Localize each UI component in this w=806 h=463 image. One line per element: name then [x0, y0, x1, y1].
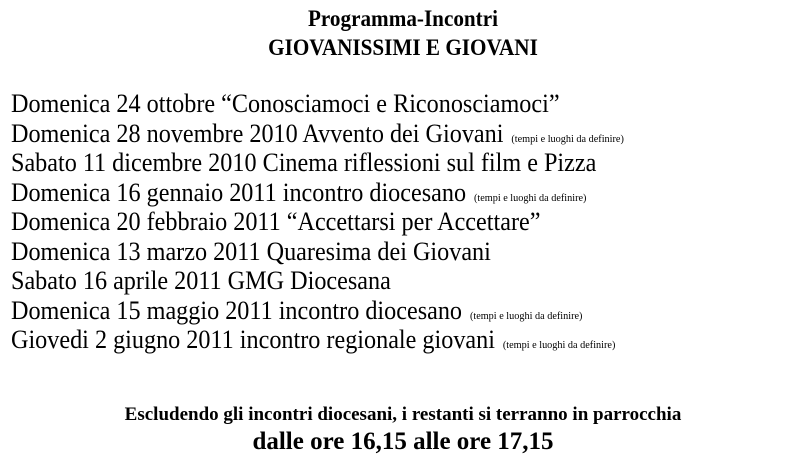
event-text: Sabato 11 dicembre 2010 Cinema riflessioni sul film e Pizza: [11, 148, 597, 177]
footer-time-note: dalle ore 16,15 alle ore 17,15: [252, 428, 554, 455]
event-item-6: [11, 237, 801, 267]
event-text: Domenica 28 novembre 2010 Avvento dei Giovani (tempi e luoghi da definire): [11, 118, 624, 148]
event-text: Sabato 16 aprile 2011 GMG Diocesana: [11, 266, 391, 295]
event-item-3: [11, 148, 801, 178]
event-item-9: [11, 325, 801, 355]
footer-notice: [0, 402, 806, 457]
event-item-1: [11, 89, 801, 119]
event-text: Domenica 24 ottobre “Conosciamoci e Riconosciamoci”: [11, 89, 560, 118]
title-line-giovani: GIOVANISSIMI E GIOVANI: [268, 35, 538, 60]
event-item-2: [11, 119, 801, 149]
event-item-7: [11, 266, 801, 296]
page-title: [32, 4, 774, 62]
event-text: Domenica 16 gennaio 2011 incontro diocesano (tempi e luoghi da definire): [11, 177, 587, 207]
event-note: (tempi e luoghi da definire): [502, 339, 616, 351]
event-list: [11, 89, 801, 355]
event-text: Domenica 20 febbraio 2011 “Accettarsi per Accettare”: [11, 207, 541, 236]
event-note: (tempi e luoghi da definire): [469, 309, 583, 322]
event-item-5: [11, 207, 801, 237]
event-item-8: [11, 296, 801, 326]
event-note: (tempi e luoghi da definire): [511, 132, 624, 145]
event-note: (tempi e luoghi da definire): [473, 191, 587, 204]
event-text: Domenica 13 marzo 2011 Quaresima dei Giovani: [11, 236, 491, 266]
event-text: Giovedi 2 giugno 2011 incontro regionale giovani (tempi e luoghi da definire): [11, 325, 616, 354]
footer-location-note: Escludendo gli incontri diocesani, i restanti si terranno in parrocchia: [124, 404, 682, 425]
event-item-4: [11, 178, 801, 208]
event-text: Domenica 15 maggio 2011 incontro diocesano (tempi e luoghi da definire): [11, 295, 583, 325]
title-line-programma: Programma-Incontri: [307, 6, 499, 31]
